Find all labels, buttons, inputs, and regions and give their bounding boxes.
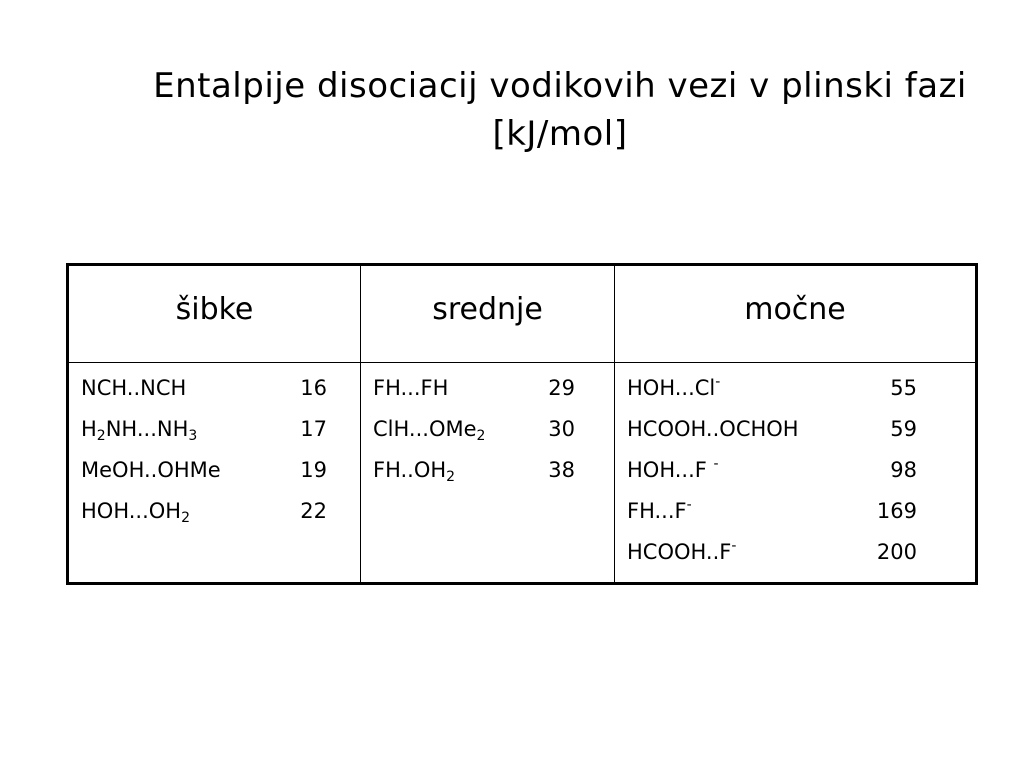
bond-formula: [627, 455, 842, 496]
bond-formula: [627, 537, 842, 578]
bond-formula: [373, 414, 533, 455]
bond-entry: [81, 455, 360, 496]
bond-entry: [81, 496, 360, 537]
slide-title: [110, 62, 1010, 158]
bond-formula: [373, 373, 533, 414]
bond-entry: [373, 414, 614, 455]
header-medium: srednje: [361, 265, 615, 363]
bond-enthalpy-value: 30: [548, 417, 575, 441]
formula-text: HCOOH..OCHOH: [627, 417, 799, 441]
bond-enthalpy-value: 59: [890, 417, 917, 441]
bond-entry: [81, 414, 360, 455]
formula-subscript: 2: [181, 510, 191, 526]
bond-enthalpy-value: 17: [300, 417, 327, 441]
bond-formula: [373, 455, 533, 496]
bond-formula: [81, 496, 281, 537]
formula-subscript: 2: [96, 428, 106, 444]
bond-entry: [81, 373, 360, 414]
formula-text: NH...NH: [105, 417, 189, 441]
bond-enthalpy-value: 16: [300, 376, 327, 400]
title-line-2: [kJ/mol]: [492, 114, 628, 154]
bond-enthalpy-value: 19: [300, 458, 327, 482]
formula-subscript: 2: [476, 428, 486, 444]
bond-enthalpy-value: 29: [548, 376, 575, 400]
formula-text: HOH...Cl: [627, 376, 716, 400]
formula-superscript: -: [713, 456, 719, 472]
bond-enthalpy-value: 98: [890, 458, 917, 482]
bond-formula: [627, 373, 842, 414]
title-line-1: Entalpije disociacij vodikovih vezi v plinski fazi: [153, 66, 967, 106]
table-body-row: [68, 363, 977, 584]
bond-formula: [81, 455, 281, 496]
bond-enthalpy-value: 22: [300, 499, 327, 523]
bond-entry: [373, 455, 614, 496]
bond-formula: [627, 496, 842, 537]
formula-superscript: -: [731, 538, 737, 554]
bond-formula: [81, 414, 281, 455]
header-weak: šibke: [68, 265, 361, 363]
formula-text: MeOH..OHMe: [81, 458, 221, 482]
formula-text: H: [81, 417, 97, 441]
table-header-row: [68, 265, 977, 363]
bond-enthalpy-value: 38: [548, 458, 575, 482]
formula-text: NCH..NCH: [81, 376, 187, 400]
formula-text: FH...FH: [373, 376, 449, 400]
formula-text: HOH...F: [627, 458, 714, 482]
bond-formula: [627, 414, 842, 455]
bond-entry: [627, 455, 975, 496]
weak-bonds-cell: [68, 363, 361, 584]
formula-text: ClH...OMe: [373, 417, 477, 441]
bond-entry: [627, 414, 975, 455]
bond-enthalpy-value: 200: [876, 540, 917, 564]
formula-text: HCOOH..F: [627, 540, 732, 564]
bond-entry: [373, 373, 614, 414]
bond-enthalpy-table: [66, 263, 978, 585]
medium-bonds-cell: [361, 363, 615, 584]
bond-entry: [627, 496, 975, 537]
formula-text: HOH...OH: [81, 499, 182, 523]
formula-subscript: 3: [188, 428, 198, 444]
strong-bonds-cell: [615, 363, 977, 584]
bond-entry: [627, 373, 975, 414]
formula-text: FH..OH: [373, 458, 447, 482]
formula-superscript: -: [686, 497, 692, 513]
formula-subscript: 2: [446, 469, 456, 485]
bond-enthalpy-value: 55: [890, 376, 917, 400]
bond-formula: [81, 373, 281, 414]
header-strong: močne: [615, 265, 977, 363]
bond-enthalpy-value: 169: [876, 499, 917, 523]
formula-superscript: -: [715, 374, 721, 390]
bond-entry: [627, 537, 975, 578]
formula-text: FH...F: [627, 499, 687, 523]
